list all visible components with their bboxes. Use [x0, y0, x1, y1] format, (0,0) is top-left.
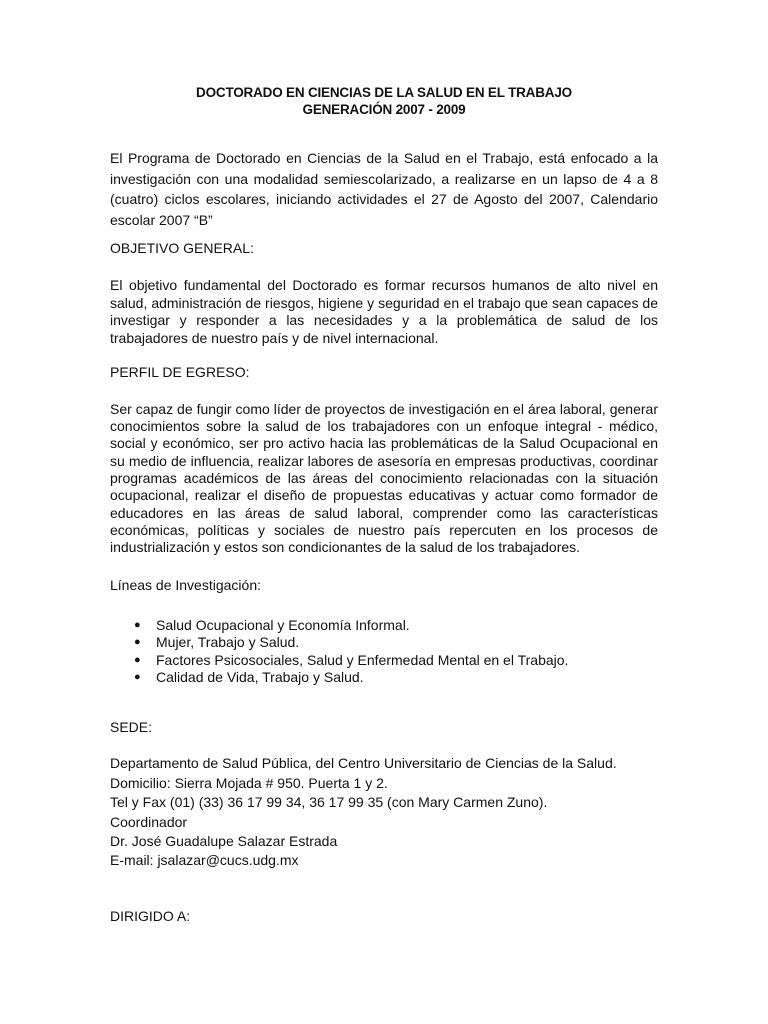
intro-paragraph: El Programa de Doctorado en Ciencias de la Salud en el Trabajo, está enfocado a la investigación con una modalidad semiescolarizado, a realizarse en un lapso de 4 a 8 (cuatro) ciclos escolares, iniciando actividades el 27 de Agosto del 2007, Calendario escolar 2007 “B” [110, 150, 658, 228]
objetivo-heading: OBJETIVO GENERAL: [110, 240, 254, 256]
bullet-icon: ● [134, 653, 141, 666]
dirigido-heading: DIRIGIDO A: [110, 907, 191, 924]
title-line-2: GENERACIÓN 2007 - 2009 [302, 102, 466, 117]
document-page [110, 84, 658, 925]
perfil-heading: PERFIL DE EGRESO: [110, 364, 250, 381]
list-item [110, 617, 658, 635]
sede-role: Coordinador [110, 813, 188, 830]
sede-contact [110, 754, 658, 870]
list-item-text: Factores Psicosociales, Salud y Enfermedad Mental en el Trabajo. [156, 651, 569, 668]
lineas-list [110, 617, 658, 687]
objetivo-paragraph: El objetivo fundamental del Doctorado es formar recursos humanos de alto nivel en salud, administración de riesgos, higiene y seguridad en el trabajo que sean capaces de investigar y responder a las necesidades y a la problemática de salud de los trabajadores de nuestro país y de nivel internacional. [110, 277, 658, 346]
lineas-heading: Líneas de Investigación: [110, 577, 261, 594]
list-item [110, 669, 658, 687]
sede-domicilio: Domicilio: Sierra Mojada # 950. Puerta 1 y 2. [110, 774, 388, 791]
list-item [110, 652, 658, 670]
bullet-icon: ● [134, 671, 141, 684]
title-line-1: DOCTORADO EN CIENCIAS DE LA SALUD EN EL TRABAJO [196, 85, 572, 100]
document-title [110, 84, 658, 118]
sede-heading: SEDE: [110, 718, 153, 735]
list-item-text: Calidad de Vida, Trabajo y Salud. [156, 669, 364, 686]
list-item-text: Mujer, Trabajo y Salud. [156, 634, 300, 651]
list-item-text: Salud Ocupacional y Economía Informal. [156, 616, 410, 633]
sede-department: Departamento de Salud Pública, del Centro Universitario de Ciencias de la Salud. [110, 755, 617, 772]
sede-email: E-mail: jsalazar@cucs.udg.mx [110, 852, 299, 869]
bullet-icon: ● [134, 618, 141, 631]
sede-tel: Tel y Fax (01) (33) 36 17 99 34, 36 17 99 35 (con Mary Carmen Zuno). [110, 794, 548, 811]
bullet-icon: ● [134, 636, 141, 649]
sede-coordinator: Dr. José Guadalupe Salazar Estrada [110, 832, 338, 849]
perfil-paragraph: Ser capaz de fungir como líder de proyectos de investigación en el área laboral, generar conocimientos sobre la salud de los trabajadores con un enfoque integral - médico, social y económico, ser pro activo hacia las problemáticas de la Salud Ocupacional en su medio de influencia, realizar labores de asesoría en empresas productivas, coordinar programas académicos de las áreas del conocimiento relacionadas con la situación ocupacional, realizar el diseño de propuestas educativas y actuar como formador de educadores en las áreas de salud laboral, comprender como las características económicas, políticas y sociales de nuestro país repercuten en los procesos de industrialización y estos son condicionantes de la salud de los trabajadores. [110, 400, 658, 556]
list-item [110, 634, 658, 652]
